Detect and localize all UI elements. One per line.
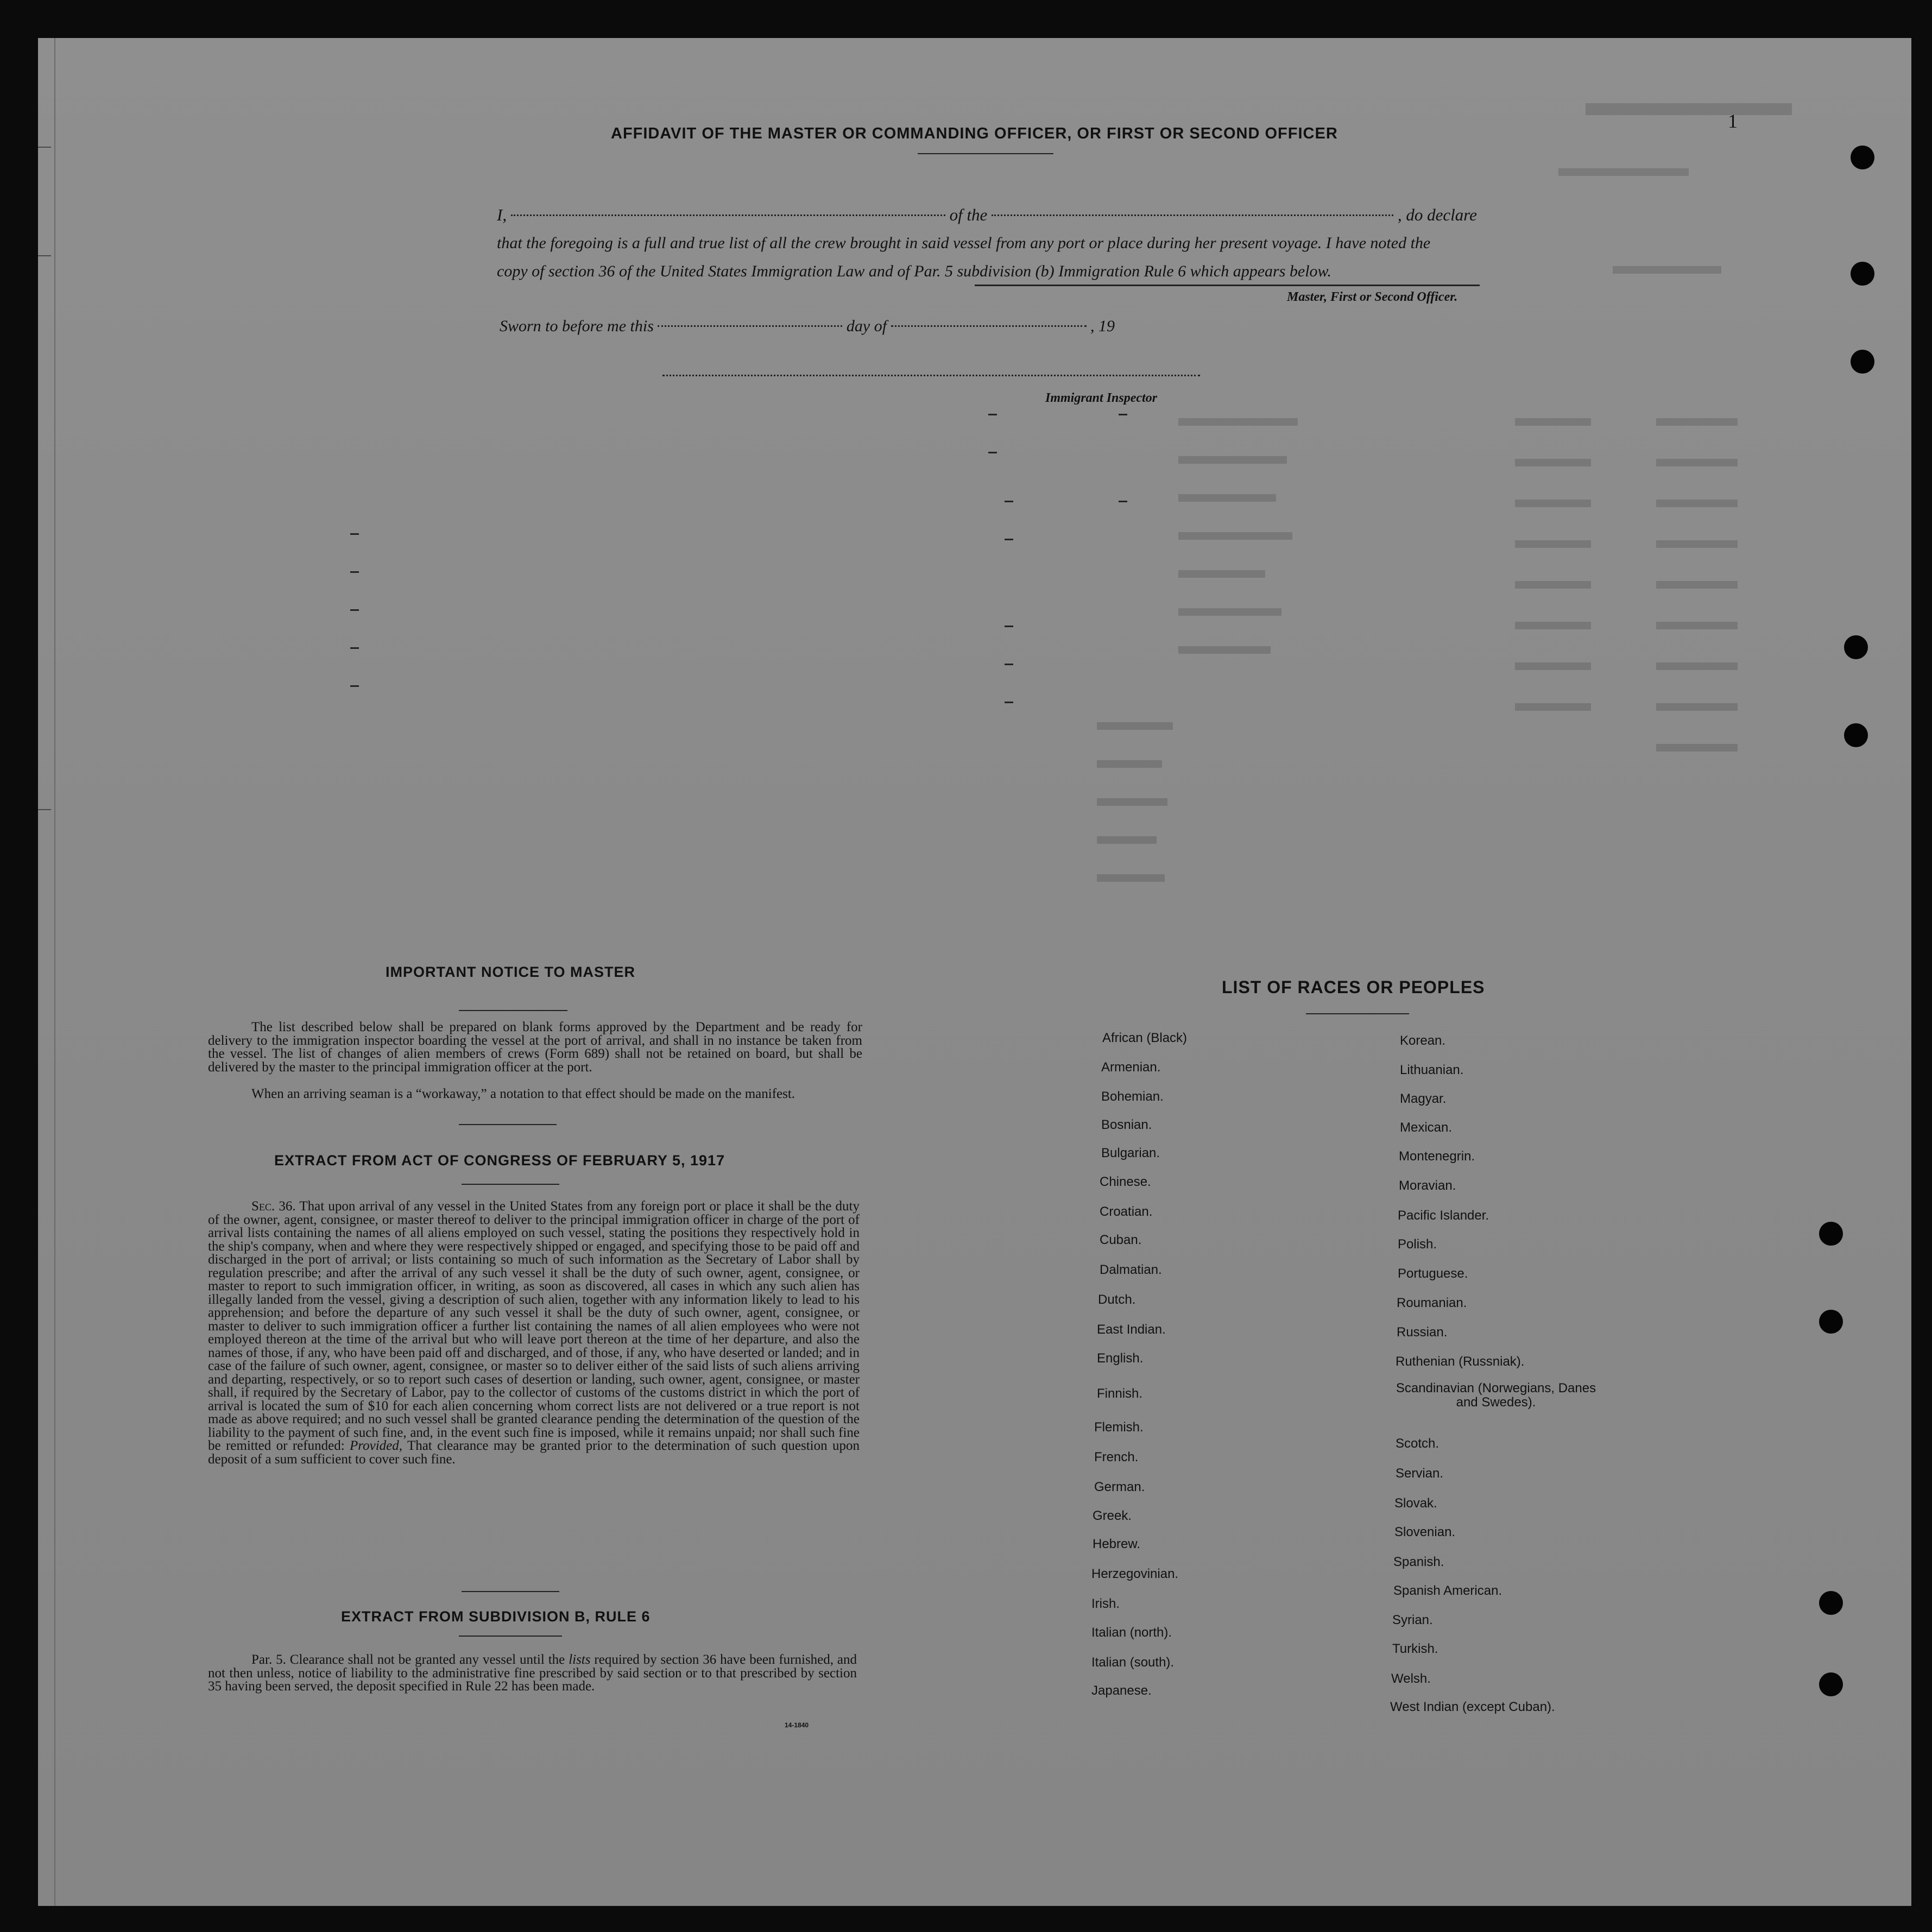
punch-hole [1819,1310,1843,1334]
race-item: Polish. [1398,1237,1437,1252]
act-rule [462,1184,559,1185]
punch-hole [1851,350,1874,374]
race-item: Servian. [1396,1466,1444,1481]
race-item: Cuban. [1100,1233,1142,1247]
rule-paragraph [208,1653,857,1694]
vessel-prefix: of the [949,205,988,224]
notice-paragraph-2: When an arriving seaman is a “workaway,” a notation to that effect should be made on the manifest. [251,1087,795,1101]
stray-dash [1005,539,1013,540]
rule-text-b: required by section 36 have been furnished, and not then unless, notice of liability to the administrative fine prescribed by said section or to that prescribed by section 35 having been served, the deposit specified in Rule 22 has been made. [208,1652,857,1694]
title-rule [918,153,1053,154]
rule-text-a: Par. 5. Clearance shall not be granted any vessel until the [251,1652,565,1667]
races-rule [1306,1013,1409,1014]
stray-dash [350,609,359,611]
race-item: Scandinavian (Norwegians, Danes and Swedes). [1396,1381,1596,1410]
stray-dash [1119,501,1127,502]
race-item: Bulgarian. [1101,1146,1160,1160]
race-item: Roumanian. [1397,1296,1467,1310]
act-section-36 [208,1200,860,1466]
race-item: Slovenian. [1394,1525,1456,1539]
race-item: Dutch. [1098,1292,1136,1307]
section-rule [459,1124,557,1125]
punch-hole [1819,1222,1843,1246]
signature-line [975,285,1480,286]
race-item: Irish. [1091,1596,1120,1611]
race-item: Turkish. [1392,1641,1438,1656]
race-item: English. [1097,1351,1144,1366]
race-item: Hebrew. [1093,1537,1141,1551]
races-title: LIST OF RACES OR PEOPLES [1222,977,1485,997]
notice-title: IMPORTANT NOTICE TO MASTER [386,964,635,980]
sworn-prefix: Sworn to before me this [500,317,654,335]
race-item: Bohemian. [1101,1089,1164,1104]
race-item: Italian (north). [1091,1625,1172,1640]
stray-dash [350,685,359,687]
notice-rule [459,1010,567,1011]
race-item: Montenegrin. [1399,1149,1475,1164]
race-item: Armenian. [1101,1060,1161,1075]
rule-title-rule [459,1636,562,1637]
sworn-month-blank [891,325,1087,327]
page-mark: 1 [1728,110,1738,132]
declarant-name-blank [511,214,945,216]
race-item: Syrian. [1392,1613,1433,1627]
rule-text-lists: lists [569,1652,591,1667]
race-item: Japanese. [1091,1683,1152,1698]
stray-dash [350,533,359,535]
race-item: West Indian (except Cuban). [1390,1700,1555,1714]
race-item: French. [1094,1450,1139,1464]
sworn-day-label: day of [846,317,887,335]
affidavit-line-2: that the foregoing is a full and true list of all the crew brought in said vessel from any port or place during her present voyage. I have noted the [497,234,1431,252]
signer-label: Master, First or Second Officer. [1287,290,1458,304]
margin-tick [38,255,51,256]
race-item: Dalmatian. [1100,1262,1162,1277]
race-item: Flemish. [1094,1420,1144,1435]
manifest-sheet [38,38,1911,1906]
race-item: Bosnian. [1101,1117,1152,1132]
affidavit-line-3: copy of section 36 of the United States Immigration Law and of Par. 5 subdivision (b) Immigration Rule 6 which appears below. [497,262,1331,280]
race-item: Ruthenian (Russniak). [1396,1354,1525,1369]
rule-section-rule [462,1591,559,1592]
race-item: Portuguese. [1398,1266,1468,1281]
punch-hole [1851,262,1874,286]
race-item: Moravian. [1399,1178,1456,1193]
act-proviso-label: Provided, [350,1438,402,1453]
sworn-line [500,317,1115,336]
declare-suffix: , do declare [1397,205,1477,224]
act-proviso-text: That clearance may be granted prior to the determination of such question upon deposit of a sum sufficient to cover such fine. [208,1438,860,1467]
act-section-text: That upon arrival of any vessel in the United States from any foreign port or place it shall be the duty of the owner, agent, consignee, or master thereof to deliver to the principal immigration officer in charge of the port of arrival lists containing the names of all aliens employed on such vessel, stating the positions they respectively hold in the ship's company, when and where they were respectively shipped or engaged, and specifying those to be paid off and discharged in the port of arrival; or lists containing so much of such information as the Secretary of Labor shall by regulation prescribe; and after the arrival of any such vessel it shall be the duty of such owner, agent, consignee, or master to report to such immigration officer, in writing, as soon as discovered, all cases in which any such alien has illegally landed from the vessel, giving a description of such alien, together with any information likely to lead to his apprehension; and before the departure of any such vessel it shall be the duty of such owner, agent, consignee, or master to deliver to such immigration officer a further list containing the names of all alien employees who were not employed thereon at the time of the arrival but who will leave port thereon at the time of her departure, and also the names of those, if any, who have been paid off and discharged, and of those, if any, who have deserted or landed; and in case of the failure of such owner, agent, consignee, or master so to deliver either of the said lists of such aliens arriving and departing, respectively, or so to report such cases of desertion or landing, such owner, agent, consignee, or master shall, if required by the Secretary of Labor, pay to the collector of customs of the customs district in which the port of arrival is located the sum of $10 for each alien concerning whom correct lists are not delivered or a true report is not made as above required; and no such vessel shall be granted clearance pending the determination of the question of the liability to the payment of such fine, and, in the event such fine is imposed, while it remains unpaid; nor shall such fine be remitted or refunded: [208,1199,860,1453]
affidavit-title: AFFIDAVIT OF THE MASTER OR COMMANDING OFFICER, OR FIRST OR SECOND OFFICER [611,125,1338,142]
act-section-label: Sec. 36. [251,1199,296,1214]
stray-dash [1119,414,1127,415]
race-item: Russian. [1397,1325,1448,1340]
margin-line [54,38,55,1906]
race-item: Slovak. [1394,1496,1437,1511]
sworn-day-blank [658,325,842,327]
race-item: Finnish. [1097,1386,1143,1401]
margin-tick [38,147,51,148]
inspector-signature-line [662,375,1200,376]
vessel-name-blank [992,214,1393,216]
race-item: Italian (south). [1091,1655,1175,1670]
race-item: Mexican. [1400,1120,1453,1135]
race-item: Scotch. [1396,1436,1439,1451]
race-item: Magyar. [1400,1091,1447,1106]
punch-hole [1844,723,1868,747]
race-item: Spanish American. [1393,1583,1502,1598]
stray-dash [1005,702,1013,703]
race-item: African (Black) [1102,1031,1188,1045]
form-number: 14-1840 [785,1721,809,1729]
margin-tick [38,809,51,810]
race-item: Croatian. [1100,1204,1153,1219]
stray-dash [1005,626,1013,627]
race-item: Lithuanian. [1400,1063,1464,1077]
stray-dash [350,571,359,573]
act-title: EXTRACT FROM ACT OF CONGRESS OF FEBRUARY 5, 1917 [274,1152,725,1169]
race-item: German. [1094,1480,1145,1494]
rule-title: EXTRACT FROM SUBDIVISION B, RULE 6 [341,1608,651,1625]
inspector-label: Immigrant Inspector [1045,391,1158,405]
notice-paragraph-1: The list described below shall be prepared on blank forms approved by the Department and be ready for delivery to the immigration inspector boarding the vessel at the port of arrival, and shall in no instance be taken from the vessel. The list of changes of alien members of crews (Form 689) shall not be retained on board, but shall be delivered by the master to the principal immigration officer at the port. [208,1020,862,1075]
race-item: Greek. [1093,1508,1132,1523]
race-item: Welsh. [1391,1671,1431,1686]
punch-hole [1844,635,1868,659]
declarant-prefix: I, [497,205,507,224]
sworn-year-label: , 19 [1090,317,1115,335]
race-item: Spanish. [1393,1555,1444,1569]
stray-dash [350,647,359,649]
stray-dash [988,414,997,415]
stray-dash [1005,501,1013,502]
affidavit-line-1 [497,201,1518,229]
stray-dash [1005,664,1013,665]
stray-dash [988,452,997,453]
punch-hole [1819,1591,1843,1615]
punch-hole [1851,146,1874,169]
punch-hole [1819,1672,1843,1696]
race-item: Korean. [1400,1033,1446,1048]
race-item: Herzegovinian. [1091,1567,1179,1581]
race-item: East Indian. [1097,1322,1166,1337]
race-item: Chinese. [1100,1175,1151,1189]
race-item: Pacific Islander. [1398,1208,1489,1223]
